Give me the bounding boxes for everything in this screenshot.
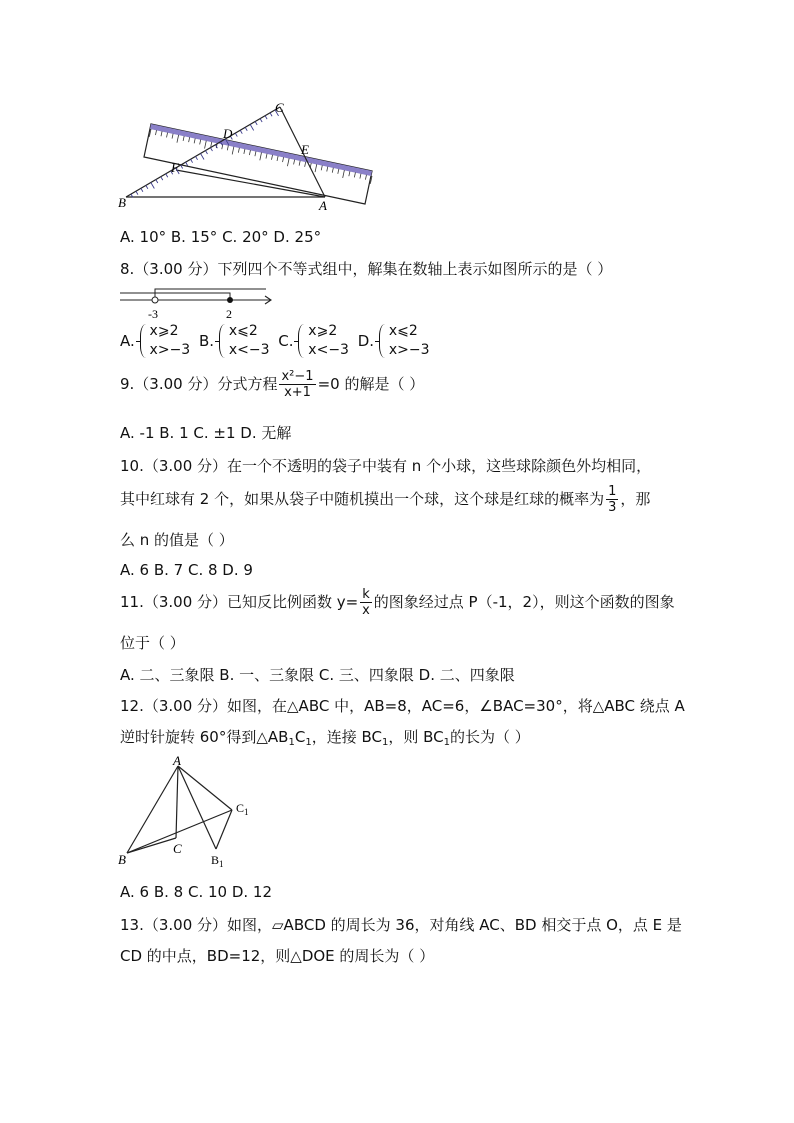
q8-option-d: D. x⩽2 x>−3 [357, 323, 430, 358]
inequality-system: x⩽2 x>−3 [379, 322, 430, 360]
label-e: E [301, 142, 309, 157]
q13-line2: CD 的中点，BD=12，则△DOE 的周长为（ ） [120, 947, 435, 965]
q10-fraction: $\frac{1}{3}$ [608, 484, 617, 515]
inequality-system: x⩽2 x<−3 [219, 322, 270, 360]
q11-fraction: $\frac{k}{x}$ [362, 587, 370, 618]
tick-label-2: 2 [226, 307, 232, 321]
q12-figure [112, 752, 272, 874]
label-f: F [171, 160, 179, 175]
q12-options: A. 6 B. 8 C. 10 D. 12 [120, 883, 273, 901]
label-c: C [173, 841, 182, 856]
q10-options: A. 6 B. 7 C. 8 D. 9 [120, 561, 253, 579]
q8-number-line [118, 284, 278, 322]
q9-fraction: $\frac{\text{x²−1}}{x+1}$ [281, 369, 314, 400]
q8-stem: 8.（3.00 分）下列四个不等式组中，解集在数轴上表示如图所示的是（ ） [120, 260, 613, 278]
q7-options: A. 10° B. 15° C. 20° D. 25° [120, 228, 322, 246]
q9-options: A. -1 B. 1 C. ±1 D. 无解 [120, 424, 292, 442]
q8-options [120, 322, 434, 360]
q8-option-a: A. x⩾2 x>−3 [120, 323, 191, 358]
q9-stem: 9.（3.00 分）分式方程 $\frac{\text{x²−1}}{x+1}$ =0 的解是（ ） [120, 369, 425, 400]
q11-line1: 11.（3.00 分）已知反比例函数 y= $\frac{k}{x}$ 的图象经过点 P（-1，2），则这个函数的图象 [120, 587, 675, 618]
q10-line3: 么 n 的值是（ ） [120, 531, 234, 549]
q10-line2: 其中红球有 2 个，如果从袋子中随机摸出一个球，这个球是红球的概率为 $\frac{1}{3}$ ，那 [120, 484, 651, 515]
inequality-system: x⩾2 x>−3 [140, 322, 191, 360]
tick-label-neg3: -3 [148, 307, 158, 321]
label-a: A [173, 753, 181, 768]
q10-line1: 10.（3.00 分）在一个不透明的袋子中装有 n 个小球，这些球除颜色外均相同， [120, 457, 652, 475]
q11-line2: 位于（ ） [120, 634, 185, 652]
q8-option-b: B. x⩽2 x<−3 [198, 323, 270, 358]
q13-line1: 13.（3.00 分）如图，▱ABCD 的周长为 36，对角线 AC、BD 相交于点 O，点 E 是 [120, 916, 682, 934]
label-b: B [118, 195, 126, 210]
label-a: A [319, 198, 327, 213]
label-c: C [275, 100, 284, 115]
q12-line1: 12.（3.00 分）如图，在△ABC 中，AB=8，AC=6，∠BAC=30°，将△ABC 绕点 A [120, 697, 685, 715]
q7-figure [110, 98, 390, 213]
label-b1: $B_1$ [211, 853, 224, 869]
q8-option-c: C. x⩾2 x<−3 [278, 323, 349, 358]
inequality-system: x⩾2 x<−3 [298, 322, 349, 360]
label-c1: $C_1$ [236, 801, 249, 817]
q12-line2: 逆时针旋转 60°得到$\triangle AB_1C_1$，连接 $BC_1$，则 $BC_1$的长为（ ） [120, 728, 530, 748]
q11-options: A. 二、三象限 B. 一、三象限 C. 三、四象限 D. 二、四象限 [120, 666, 515, 684]
label-d: D [223, 126, 233, 141]
label-b: B [118, 852, 126, 867]
